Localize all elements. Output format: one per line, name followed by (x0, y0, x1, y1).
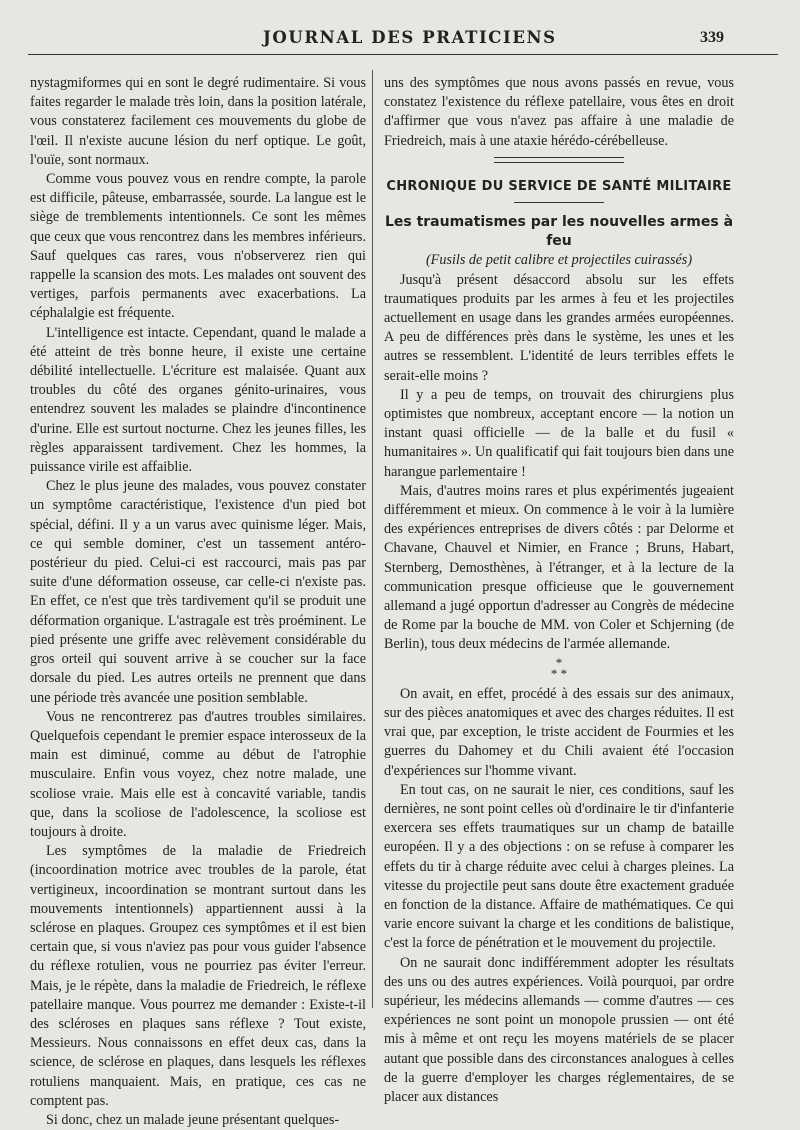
paragraph: Vous ne rencontrerez pas d'autres troubles similaires. Quelquefois cependant le premier espace interosseux de la main est diminué, comme au début de l'atrophie musculaire. Enfin vous voyez, chez notre malade, une scoliose vraie. Mais elle est à concavité variable, tandis que, dans la scoliose de l'adolescence, la scoliose est toujours à droite. (30, 708, 366, 840)
header-rule (28, 54, 778, 55)
paragraph: Mais, d'autres moins rares et plus expérimentés jugeaient différemment et mieux. On commence à le voir à la lumière des expériences entreprises de divers côtés : par Delorme et Chavane, Chauvel et Nimier, en France ; Bruns, Habart, Sternberg, Demosthènes, à l'étranger, et à la lecture de la communication presque officieuse que le gouvernement allemand a jugé opportun d'adresser au Congrès de médecine de Rome par la bouche de MM. von Coler et Schjerning (de Berlin), tous deux médecins de l'armée allemande. (384, 482, 734, 653)
paragraph: Comme vous pouvez vous en rendre compte, la parole est difficile, pâteuse, embarrassée, sourde. La langue est le siège de tremblements intentionnels. Ce sont les mêmes que ceux que vous rencontrez dans les membres inférieurs. Sauf quelques cas rares, vous n'observerez rien qui rappelle la scansion des mots. Les malades ont souvent des vertiges, parfois permanents avec exacerbations. La céphalalgie est fréquente. (30, 171, 366, 322)
page-header (0, 28, 800, 52)
page-number: 339 (700, 29, 724, 46)
paragraph: Jusqu'à présent désaccord absolu sur les effets traumatiques produits par les armes à feu et les projectiles actuellement en usage dans les grandes armées européennes. A peu de différences près dans le système, les unes et les autres se ressemblent. L'identité de leurs terribles effets le serait-elle moins ? (384, 271, 734, 384)
article-title: Les traumatismes par les nouvelles armes à feu (384, 214, 734, 250)
section-heading: CHRONIQUE DU SERVICE DE SANTÉ MILITAIRE (386, 178, 732, 194)
paragraph: Il y a peu de temps, on trouvait des chirurgiens plus optimistes que nombreux, acceptant encore — la notion un instant quasi officielle — de la balle et du fusil « humanitaires ». Un qualificatif qui fait toujours bien dans une harangue parlementaire ! (384, 386, 734, 480)
paragraph: En tout cas, on ne saurait le nier, ces conditions, sauf les dernières, ne sont point celles où d'ordinaire le tir d'infanterie exercera ses effets traumatiques sur un champ de bataille européen. Il y a des objections : on se refuse à comparer les effets du tir à charge réduite avec celui à charges pleines. La vitesse du projectile peut sans doute être exactement graduée en fonction de la distance. Affaire de mathématiques. Ce qui varie encore suivant la charge et les conditions de balistique, c'est la force de pénétration et le mouvement du projectile. (384, 781, 734, 952)
asterism-break: * * * (550, 654, 568, 681)
paragraph: Les symptômes de la maladie de Friedreich (incoordination motrice avec troubles de la parole, état vertigineux, incoordination se montrant surtout dans les mouvements intentionnels) appartiennent aussi à la sclérose en plaques. Groupez ces symptômes et il est bien certain que, si vous n'aviez pas pour vous guider l'absence du réflexe rotulien, vous ne pourriez pas éviter l'erreur. Mais, je le répète, dans la maladie de Friedreich, le réflexe patellaire manque. Vous pourrez me demander : Existe-t-il des scléroses en plaques sans réflexe ? Tout existe, Messieurs. Nous connaissons en effet deux cas, dans la science, de sclérose en plaques, dans lesquels les réflexes rotuliens manquaient. Mais, en pratique, ces cas ne comptent pas. (30, 843, 366, 1109)
right-column (384, 74, 734, 1107)
paragraph: L'intelligence est intacte. Cependant, quand le malade a été atteint de très bonne heure, il existe une certaine débilité intellectuelle. L'écriture est malaisée. Quant aux troubles du côté des organes génito-urinaires, vous entendrez souvent les malades se plaindre d'incontinence d'urine. Elle est surtout nocturne. Chez les jeunes filles, les règles apparaissent tardivement. Chez les hommes, la puissance virile est affaiblie. (30, 324, 366, 476)
paragraph: Chez le plus jeune des malades, vous pouvez constater un symptôme caractéristique, l'existence d'un pied bot spécial, défini. Il y a un varus avec quinisme léger. Mais, ce qui semble dominer, c'est un tassement antéro-postérieur du pied. Celui-ci est raccourci, mais pas par suite d'une déformation osseuse, car celle-ci n'existe pas. En effet, ce n'est que très tardivement qu'il se produit une déformation organique. L'astragale est très proéminent. Le pied présente une griffe avec relèvement considérable du gros orteil qui souvent arrive à se coucher sur la face dorsale du pied. Les autres orteils ne prennent que dans une période très avancée une position semblable. (30, 478, 366, 706)
running-title: JOURNAL DES PRATICIENS (263, 28, 557, 47)
article-subtitle: (Fusils de petit calibre et projectiles cuirassés) (425, 252, 693, 269)
paragraph: Si donc, chez un malade jeune présentant quelques- (46, 1111, 340, 1128)
column-divider (372, 70, 373, 1008)
paragraph: uns des symptômes que nous avons passés en revue, vous constatez l'existence du réflexe patellaire, vous êtes en droit d'affirmer que vous n'avez pas affaire à une maladie de Friedreich, mais à une ataxie hérédo-cérébelleuse. (384, 75, 734, 149)
paragraph: On avait, en effet, procédé à des essais sur des animaux, sur des pièces anatomiques et avec des charges réduites. Il est vrai que, par exception, le triste accident de Fourmies et les guerres du Dahomey et du Chili avaient été l'occasion d'expériences sur l'homme vivant. (384, 685, 734, 779)
paragraph: nystagmiformes qui en sont le degré rudimentaire. Si vous faites regarder le malade très loin, dans la position latérale, vous constaterez facilement ces mouvements du globe de l'œil. Il n'existe aucune lésion du nerf optique. Le goût, l'ouïe, sont normaux. (30, 75, 366, 168)
paragraph: On ne saurait donc indifféremment adopter les résultats des uns ou des autres expériences. Voilà pourquoi, par ordre supérieur, les médecins allemands — comme d'autres — ces expériences ne sont point un monopole prussien — ont été mis à même et ont reçu les moyens matériels de se placer autant que possible dans des circonstances analogues à celles de la guerre d'employer les charges réglementaires, de se placer aux distances (384, 954, 734, 1105)
double-rule-separator (494, 157, 624, 163)
heading-rule (514, 202, 604, 203)
left-column (30, 74, 366, 1130)
